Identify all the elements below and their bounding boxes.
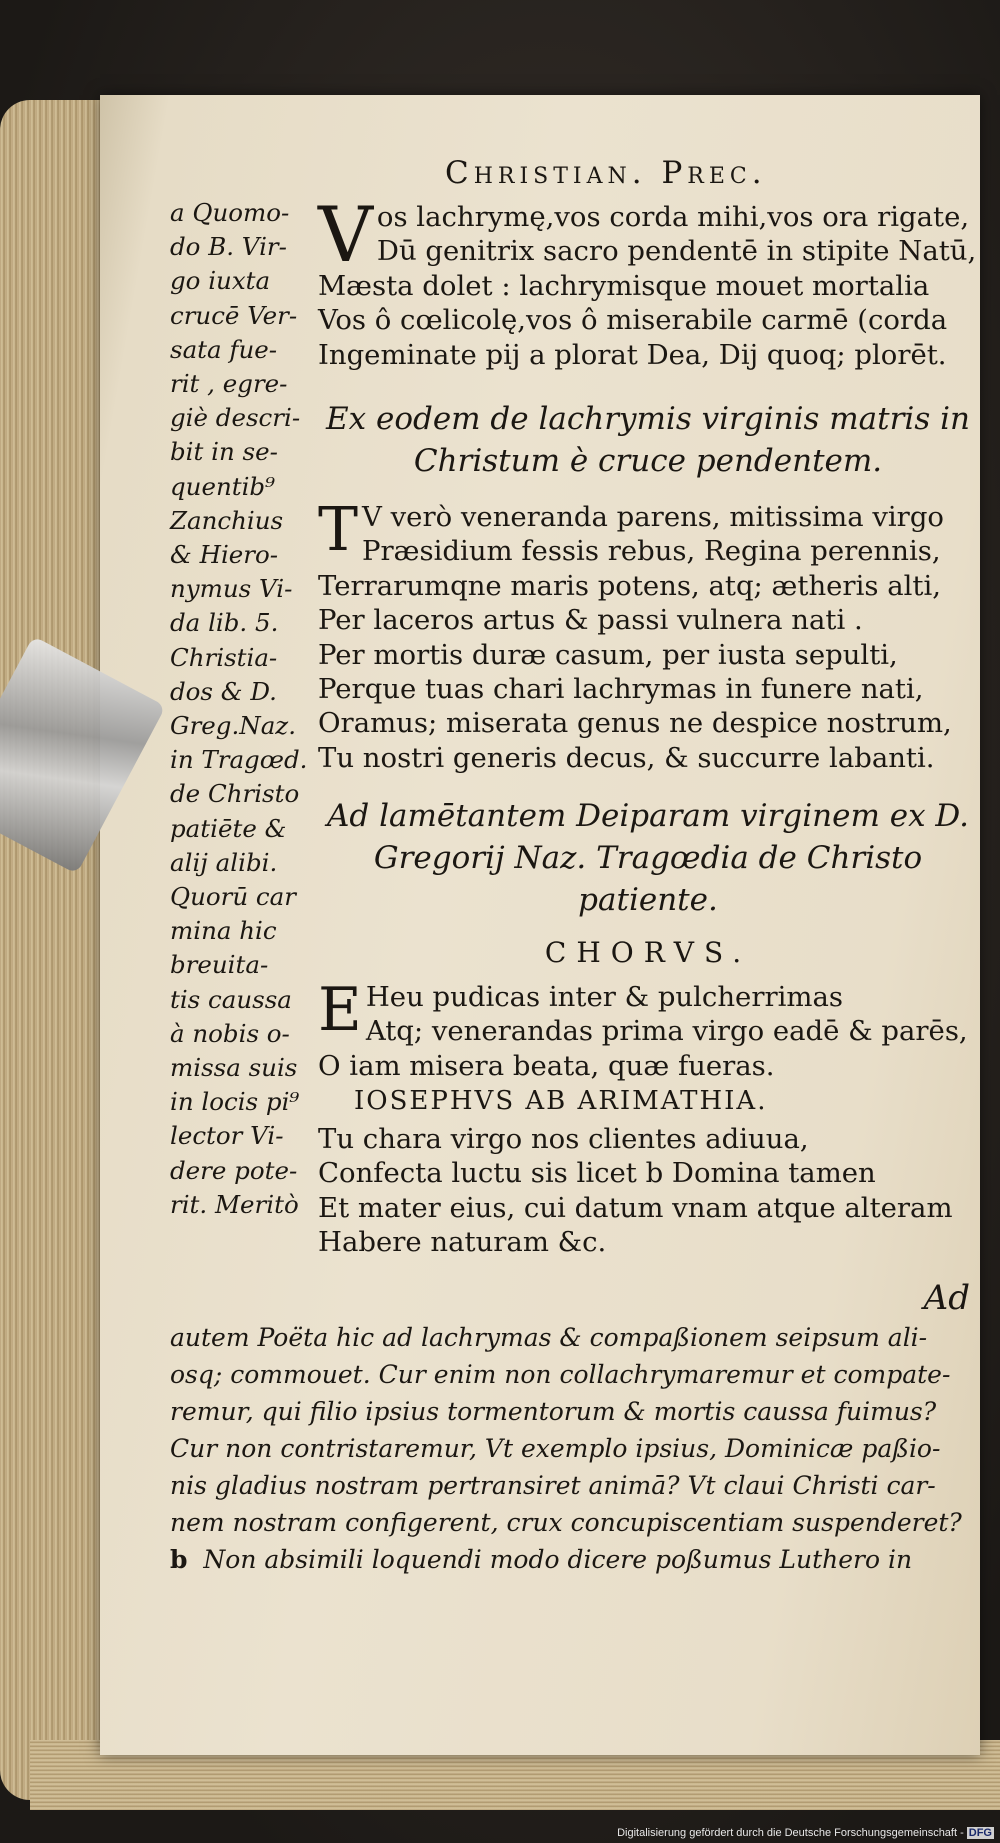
margin-line: patiēte & <box>170 813 287 843</box>
verse-line: O iam misera beata, quæ fueras. <box>318 1049 775 1082</box>
margin-line: Zanchius <box>170 505 284 535</box>
chorus-label: CHORVS. <box>544 936 752 969</box>
margin-note <box>170 196 320 1222</box>
heading-line: Christum è cruce pendentem. <box>413 443 883 479</box>
margin-line: mina hic <box>170 916 277 946</box>
margin-line: a Quomo- <box>170 198 290 227</box>
margin-line: do B. Vir- <box>170 232 287 262</box>
verse-line: Tu chara virgo nos clientes adiuua, <box>318 1123 809 1155</box>
margin-line: tis caussa <box>170 984 292 1014</box>
credit-text: Digitalisierung gefördert durch die Deutsche Forschungsgemeinschaft - <box>617 1827 964 1839</box>
footnote-mark: b <box>170 1545 188 1574</box>
poem-3 <box>318 975 978 1083</box>
verse-line: Per laceros artus & passi vulnera nati . <box>318 604 863 637</box>
heading-line: patiente. <box>578 882 718 918</box>
poem-2 <box>318 495 978 775</box>
heading-line: Gregorij Naz. Tragœdia de Christo <box>373 840 923 876</box>
drop-cap: E <box>318 975 362 1045</box>
margin-line: dere pote- <box>170 1155 298 1185</box>
margin-line: bit in se- <box>170 437 278 467</box>
verse-line: Ingeminate pij a plorat Dea, Dij quoq; plorēt. <box>318 338 947 371</box>
verse-line: os lachrymę,vos corda mihi,vos ora rigate, <box>376 201 970 233</box>
margin-line: go iuxta <box>170 266 271 296</box>
commentary-line: Cur non contristaremur, Vt exemplo ipsius, Dominicæ paßio- <box>170 1434 941 1463</box>
verse-line: Per mortis duræ casum, per iusta sepulti, <box>318 638 898 671</box>
running-title: Christian. Prec. <box>445 155 767 191</box>
margin-line: sata fue- <box>170 334 278 364</box>
drop-cap: T <box>318 495 359 565</box>
poem-1 <box>318 190 978 372</box>
spacer <box>170 1278 970 1319</box>
margin-line: dos & D. <box>170 676 277 706</box>
verse-line: Perque tuas chari lachrymas in funere nati, <box>318 673 924 706</box>
commentary-line: autem Poëta hic ad lachrymas & compaßionem seipsum ali- <box>170 1323 928 1352</box>
commentary-line <box>170 1541 970 1578</box>
margin-line: rit , egre- <box>170 369 288 399</box>
dfg-logo: DFG <box>968 1827 992 1839</box>
margin-line: lector Vi- <box>170 1121 284 1151</box>
verse-line: Terrarumqne maris potens, atq; ætheris alti, <box>318 569 942 602</box>
commentary-line: nis gladius nostram pertransiret animā? Vt claui Christi car- <box>170 1471 936 1500</box>
verse-line: Heu pudicas inter & pulcherrimas <box>365 981 843 1013</box>
margin-line: alij alibi. <box>170 847 278 877</box>
poem-4 <box>318 1122 978 1260</box>
verse-line: Præsidium fessis rebus, Regina perennis, <box>362 535 941 568</box>
margin-line: Christia- <box>170 642 278 672</box>
verse-line: Oramus; miserata genus ne despice nostrum, <box>318 707 952 740</box>
margin-line: da lib. 5. <box>170 608 279 638</box>
verse-line: Et mater eius, cui datum vnam atque alteram <box>318 1191 953 1224</box>
verse-line: Atq; venerandas prima virgo eadē & parēs, <box>365 1015 968 1048</box>
heading-line: Ex eodem de lachrymis virginis matris in <box>326 401 970 437</box>
verse-line: Mæsta dolet : lachrymisque mouet mortalia <box>318 269 930 302</box>
heading-line: Ad lamētantem Deiparam virginem ex D. <box>326 798 970 834</box>
margin-line: à nobis o- <box>170 1018 290 1048</box>
margin-line: crucē Ver- <box>170 300 298 330</box>
heading-1 <box>318 398 978 482</box>
verse-line: Habere naturam &c. <box>318 1226 607 1259</box>
margin-line: & Hiero- <box>170 540 279 570</box>
joseph-label: IOSEPHVS AB ARIMATHIA. <box>354 1086 768 1116</box>
margin-line: Greg.Naz. <box>170 711 296 741</box>
margin-line: rit. Meritò <box>170 1189 299 1219</box>
digitization-credit <box>617 1827 994 1839</box>
margin-line: de Christo <box>170 779 300 809</box>
verse-line: V verò veneranda parens, mitissima virgo <box>362 501 944 533</box>
commentary-line: nem nostram configerent, crux concupiscentiam suspenderet? <box>170 1508 962 1537</box>
margin-line: in Tragœd. <box>170 745 308 775</box>
margin-line: breuita- <box>170 950 269 980</box>
verse-line: Vos ô cœlicolę,vos ô miserabile carmē (corda <box>318 304 948 337</box>
commentary-line: remur, qui filio ipsius tormentorum & mortis caussa fuimus? <box>170 1397 937 1426</box>
verse-line: Dū genitrix sacro pendentē in stipite Natū, <box>376 235 977 268</box>
margin-line: Quorū car <box>170 882 296 912</box>
commentary <box>170 1278 970 1578</box>
verse-line: Tu nostri generis decus, & succurre labanti. <box>318 741 935 774</box>
margin-line: missa suis <box>170 1053 298 1083</box>
margin-line: quentib⁹ <box>170 471 275 501</box>
heading-2 <box>318 795 978 921</box>
drop-cap: V <box>318 190 373 279</box>
commentary-text: Non absimili loquendi modo dicere poßumus Luthero in <box>203 1545 913 1574</box>
commentary-line: osq; commouet. Cur enim non collachrymaremur et compate- <box>170 1360 951 1389</box>
margin-line: in locis pi⁹ <box>170 1087 300 1117</box>
verse-line: Confecta luctu sis licet b Domina tamen <box>318 1157 876 1190</box>
margin-line: giè descri- <box>170 403 301 433</box>
catchword: Ad <box>923 1278 970 1318</box>
margin-line: nymus Vi- <box>170 574 293 604</box>
